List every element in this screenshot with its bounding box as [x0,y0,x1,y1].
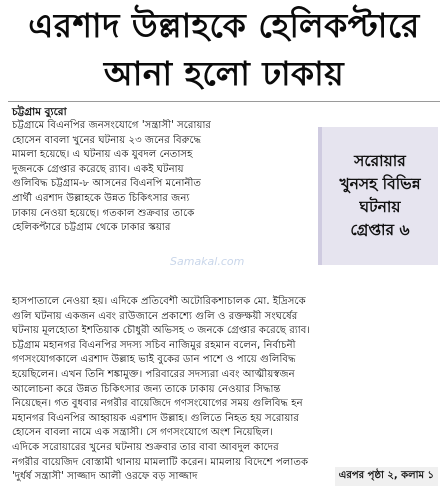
body-line: গুলি ঘটনায় একজন এবং রাউজানে প্রকাশ্যে গুলি ও রক্তক্ষয়ী সংঘর্ষের [12,310,298,322]
watermark: Samakal.com [170,255,245,268]
body-line: মামলা হয়েছে। এ ঘটনায় এক যুবদল নেতাসহ [12,149,193,161]
body-line: ঢাকায় নেওয়া হয়েছে। গতকাল শুক্রবার তাকে [12,207,195,219]
body-line: নিয়েছেন। গত বুধবার নগরীর বায়েজিদে গণসংযোগের সময় গুলিবিদ্ধ হন [12,398,303,410]
article-body-left [12,119,312,236]
body-line: চট্টগ্রামে বিএনপির জনসংযোগে 'সন্ত্রাসী' সরোয়ার [12,120,212,131]
callout-line: সরোয়ার [354,152,406,170]
body-line: হোসেন বাবলা নামে এক সন্ত্রাসী। সে গণসংযোগে অংশ নিয়েছিল। [12,427,273,439]
article-body-full [12,295,440,485]
body-line: নগরীর বায়েজিদ বোস্তামী থানায় মামলাটি করেন। মামলায় বিদেশে পলাতক [12,456,309,468]
body-line: এদিকে সরোয়ারের খুনের ঘটনায় শুক্রবার তার বাবা আবদুল কাদের [12,441,279,453]
body-line: হয়েছিলেন। এখন তিনি শঙ্কামুক্ত। পরিবারের সদস্যরা এবং আত্মীয়স্বজন [12,368,295,380]
callout-line: খুনসহ বিভিন্ন [339,175,421,193]
callout-line: ঘটনায় [359,198,401,216]
body-line: প্রার্থী এরশাদ উল্লাহকে উন্নত চিকিৎসার জন্য [12,192,190,204]
body-line: চট্টগ্রাম মহানগর বিএনপির সদস্য সচিব নাজিমুর রহমান বলেন, নির্বাচনী [12,339,296,351]
body-line: গণসংযোগকালে এরশাদ উল্লাহ ভাই বুকের ডান পাশে ও পায়ে গুলিবিদ্ধ [12,354,296,366]
body-line: ঘটনায় মূলহোতা ইশতিয়াক চৌধুরী অভিসহ ৩ জনকে গ্রেপ্তার করেছে র‍্যাব। [12,325,311,337]
body-line: হেলিকপ্টারে চট্টগ্রাম থেকে ঢাকার স্কয়ার [12,222,171,234]
headline-divider [8,101,440,102]
headline-line-1: এরশাদ উল্লাহকে হেলিকপ্টারে [28,6,420,45]
byline: চট্টগ্রাম ব্যুরো [12,106,67,118]
continuation-note: এরপর পৃষ্ঠা ২, কলাম ১ [335,467,438,486]
callout-box [318,127,438,265]
body-line: হোসেন বাবলা খুনের ঘটনায় ২৩ জনের বিরুদ্ধে [12,134,202,146]
body-line: গুলিবিদ্ধ চট্টগ্রাম-৮ আসনের বিএনপি মনোনীত [12,178,202,190]
body-line: 'দুর্ধর্ষ সন্ত্রাসী' সাজ্জাদ আলী ওরফে বড় সাজ্জাদ [12,471,198,483]
body-line: মহানগর বিএনপির আহ্বায়ক এরশাদ উল্লাহ। গুলিতে নিহত হয় সরোয়ার [12,412,299,424]
body-line: আলোচনা করে উন্নত চিকিৎসার জন্য তাকে ঢাকায় নেওয়ার সিদ্ধান্ত [12,383,281,395]
headline-line-2: আনা হলো ঢাকায় [103,54,345,93]
callout-line: গ্রেপ্তার ৬ [350,221,410,239]
body-line: দুজনকে গ্রেপ্তার করেছে র‍্যাব। একই ঘটনায় [12,163,184,175]
body-line: হাসপাতালে নেওয়া হয়। এদিকে প্রতিবেশী অটোরিকশাচালক মো. ইদ্রিসকে [12,296,306,307]
